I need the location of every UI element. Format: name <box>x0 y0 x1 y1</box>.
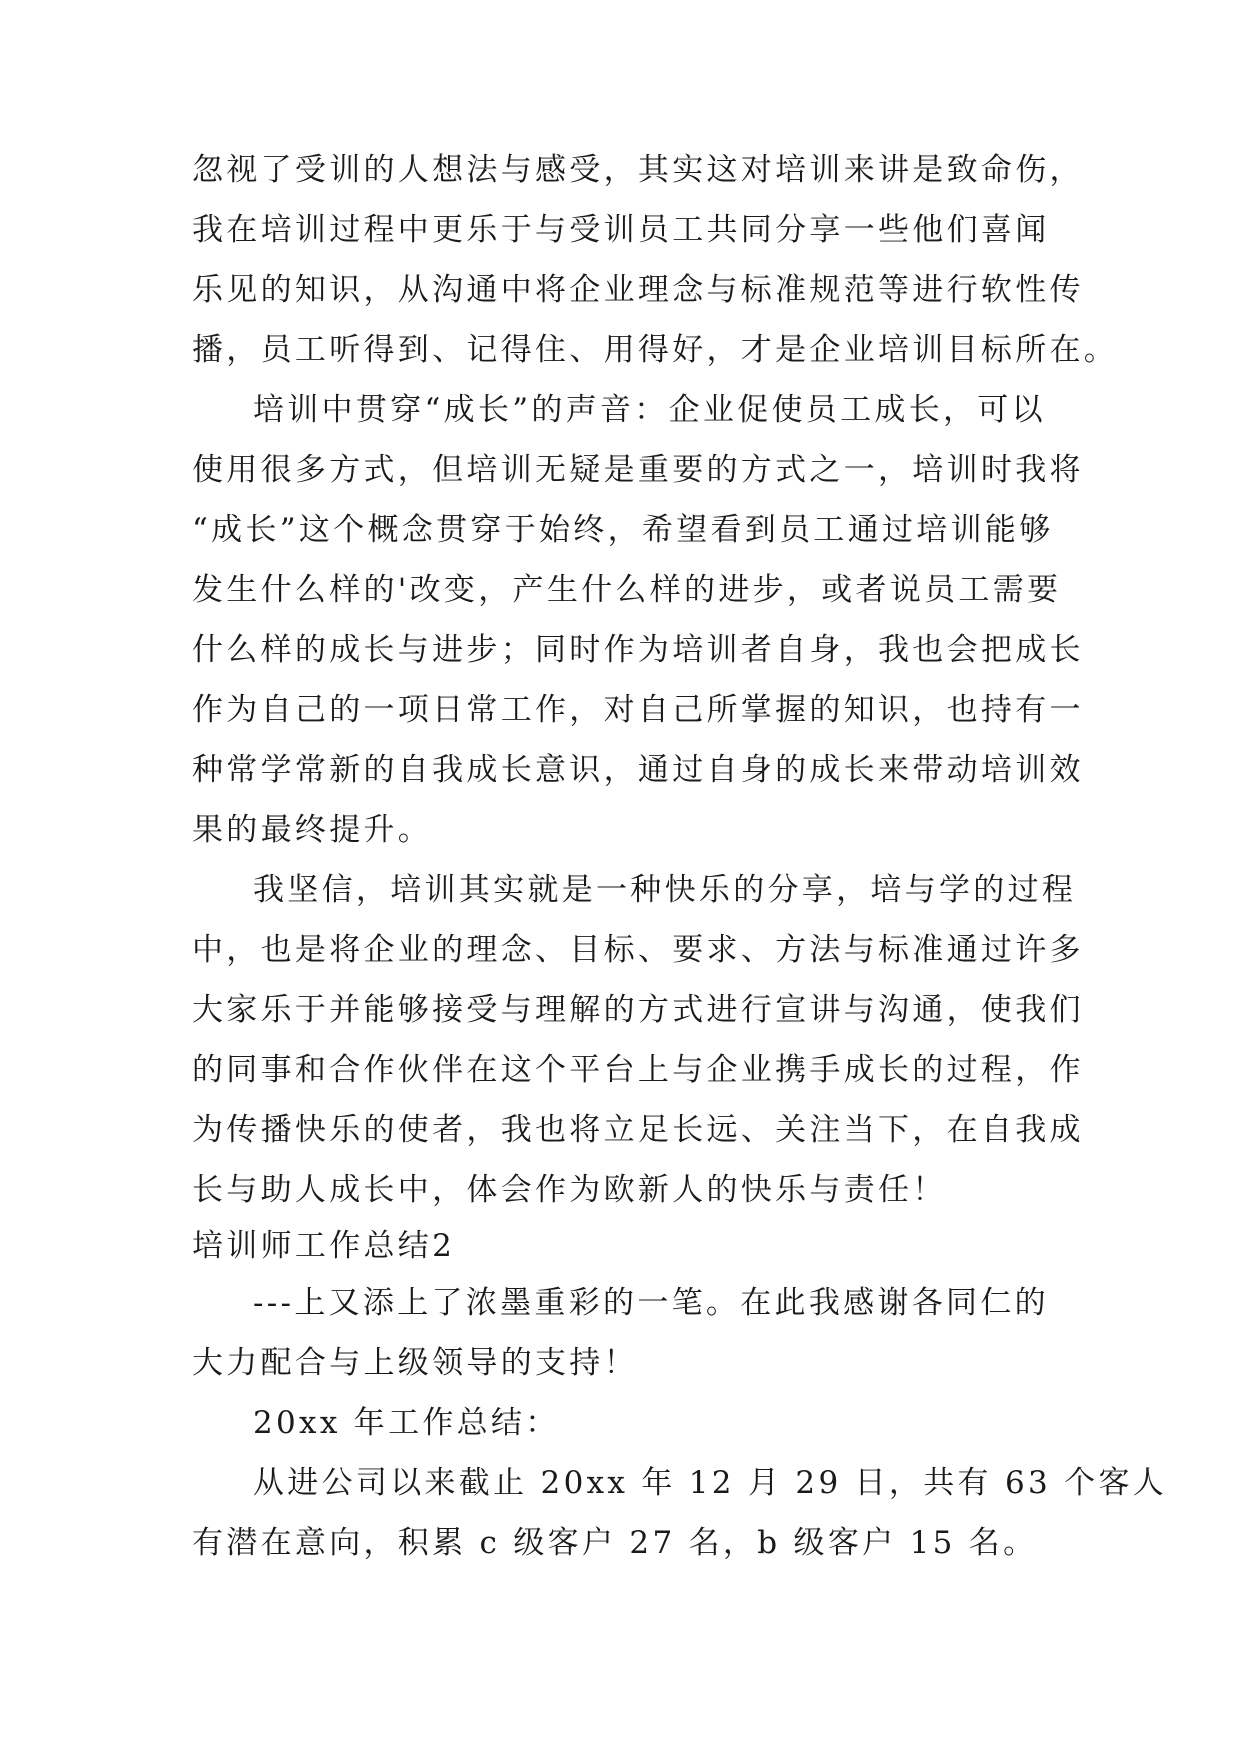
text-line: 我在培训过程中更乐于与受训员工共同分享一些他们喜闻 <box>192 212 1050 248</box>
text-line: “成长”这个概念贯穿于始终，希望看到员工通过培训能够 <box>192 512 1054 548</box>
text-line: 长与助人成长中，体会作为欧新人的快乐与责任！ <box>192 1172 947 1208</box>
text-line: 发生什么样的'改变，产生什么样的进步，或者说员工需要 <box>192 572 1062 608</box>
section-heading: 培训师工作总结2 <box>192 1228 456 1264</box>
paragraph-start-line: 培训中贯穿“成长”的声音：企业促使员工成长，可以 <box>253 392 1046 428</box>
text-line: 有潜在意向，积累 c 级客户 27 名，b 级客户 15 名。 <box>192 1525 1038 1561</box>
text-line: 中，也是将企业的理念、目标、要求、方法与标准通过许多 <box>192 932 1084 968</box>
text-line: 为传播快乐的使者，我也将立足长远、关注当下，在自我成 <box>192 1112 1084 1148</box>
paragraph-start-line: 从进公司以来截止 20xx 年 12 月 29 日，共有 63 个客人 <box>253 1465 1168 1501</box>
text-line: 什么样的成长与进步；同时作为培训者自身，我也会把成长 <box>192 632 1084 668</box>
text-line: 乐见的知识，从沟通中将企业理念与标准规范等进行软性传 <box>192 272 1084 308</box>
text-line: 种常学常新的自我成长意识，通过自身的成长来带动培训效 <box>192 752 1084 788</box>
text-line: 使用很多方式，但培训无疑是重要的方式之一，培训时我将 <box>192 452 1084 488</box>
text-line: 大家乐于并能够接受与理解的方式进行宣讲与沟通，使我们 <box>192 992 1084 1028</box>
paragraph-start-line: 我坚信，培训其实就是一种快乐的分享，培与学的过程 <box>253 872 1077 908</box>
text-line: 播，员工听得到、记得住、用得好，才是企业培训目标所在。 <box>192 332 1119 368</box>
text-line: 忽视了受训的人想法与感受，其实这对培训来讲是致命伤， <box>192 152 1084 188</box>
text-line: 果的最终提升。 <box>192 812 433 848</box>
text-line: 大力配合与上级领导的支持！ <box>192 1345 638 1381</box>
text-line: 的同事和合作伙伴在这个平台上与企业携手成长的过程，作 <box>192 1052 1084 1088</box>
paragraph-start-line: 20xx 年工作总结： <box>253 1405 560 1441</box>
text-line: 作为自己的一项日常工作，对自己所掌握的知识，也持有一 <box>192 692 1084 728</box>
paragraph-start-line: ---上又添上了浓墨重彩的一笔。在此我感谢各同仁的 <box>253 1285 1049 1321</box>
